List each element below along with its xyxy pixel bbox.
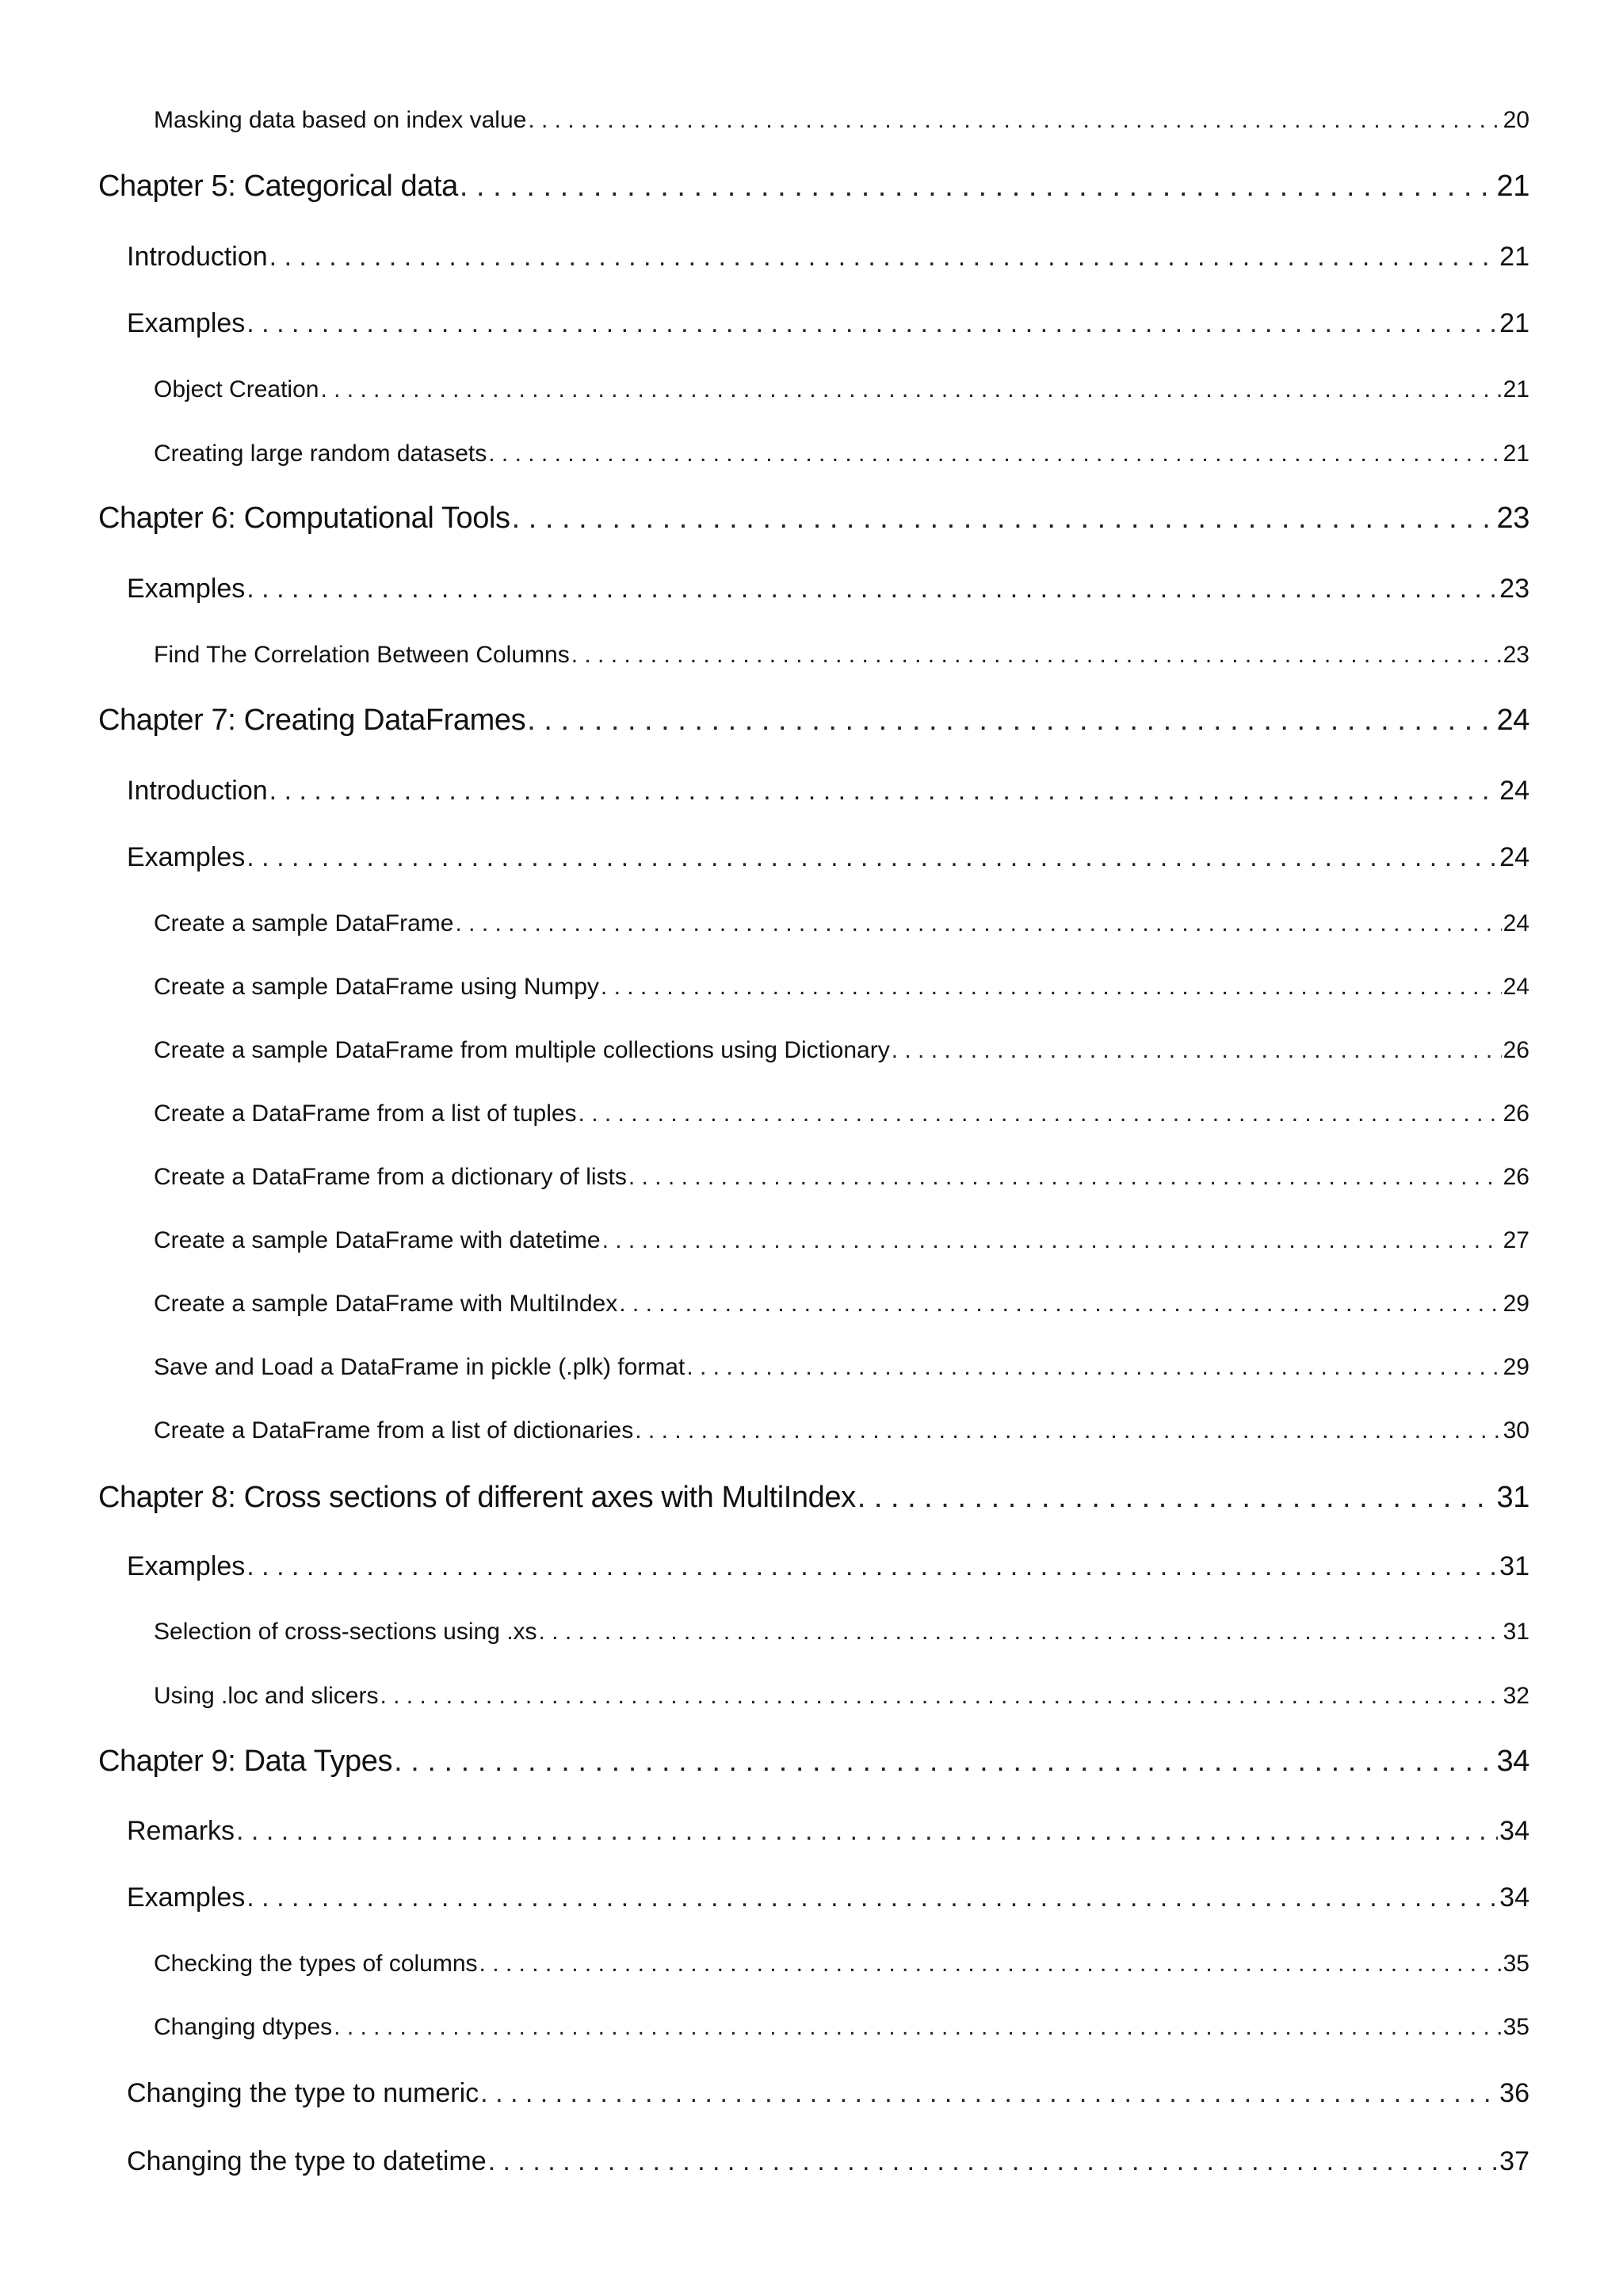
toc-subsection-entry[interactable] <box>154 1683 1529 1710</box>
dot-leader <box>892 1037 1502 1064</box>
toc-entry-title: Using .loc and slicers <box>154 1683 379 1709</box>
toc-entry-title: Chapter 7: Creating DataFrames <box>98 704 526 737</box>
toc-section-entry[interactable] <box>127 842 1529 873</box>
dot-leader <box>635 1417 1501 1444</box>
toc-entry-page-number: 31 <box>1503 1619 1529 1645</box>
toc-subsection-entry[interactable] <box>154 1619 1529 1646</box>
dot-leader <box>539 1619 1502 1646</box>
toc-entry-title: Create a sample DataFrame using Numpy <box>154 974 599 1000</box>
toc-entry-page-number: 21 <box>1496 170 1529 203</box>
toc-entry-title: Save and Load a DataFrame in pickle (.plk) format <box>154 1354 685 1380</box>
toc-subsection-entry[interactable] <box>154 1037 1529 1064</box>
toc-entry-page-number: 23 <box>1496 502 1529 535</box>
toc-subsection-entry[interactable] <box>154 1951 1529 1978</box>
toc-entry-title: Object Creation <box>154 376 319 402</box>
toc-entry-page-number: 35 <box>1503 2014 1529 2040</box>
toc-subsection-entry[interactable] <box>154 107 1529 134</box>
toc-entry-title: Selection of cross-sections using .xs <box>154 1619 537 1645</box>
toc-section-entry[interactable] <box>127 1816 1529 1847</box>
toc-entry-title: Create a DataFrame from a list of tuples <box>154 1100 577 1127</box>
toc-entry-page-number: 26 <box>1503 1100 1529 1127</box>
toc-entry-title: Chapter 8: Cross sections of different axes with MultiIndex <box>98 1481 856 1514</box>
toc-entry-page-number: 23 <box>1499 574 1529 604</box>
toc-entry-page-number: 24 <box>1499 776 1529 806</box>
toc-entry-title: Changing the type to numeric <box>127 2078 479 2108</box>
toc-entry-page-number: 29 <box>1503 1354 1529 1380</box>
toc-subsection-entry[interactable] <box>154 1354 1529 1381</box>
toc-subsection-entry[interactable] <box>154 1291 1529 1318</box>
toc-section-entry[interactable] <box>127 1551 1529 1582</box>
toc-subsection-entry[interactable] <box>154 2014 1529 2041</box>
dot-leader <box>480 2078 1498 2109</box>
dot-leader <box>601 974 1502 1001</box>
toc-entry-title: Introduction <box>127 242 268 272</box>
toc-entry-page-number: 24 <box>1499 842 1529 872</box>
toc-entry-title: Examples <box>127 1882 246 1913</box>
toc-entry-title: Creating large random datasets <box>154 441 487 467</box>
toc-entry-page-number: 21 <box>1503 376 1529 402</box>
toc-entry-page-number: 37 <box>1499 2146 1529 2176</box>
toc-entry-page-number: 24 <box>1503 910 1529 936</box>
dot-leader <box>394 1745 1495 1779</box>
dot-leader <box>334 2014 1501 2041</box>
toc-subsection-entry[interactable] <box>154 642 1529 669</box>
dot-leader <box>380 1683 1501 1710</box>
toc-section-entry[interactable] <box>127 776 1529 807</box>
toc-chapter-entry[interactable] <box>98 704 1529 738</box>
toc-entry-page-number: 24 <box>1496 704 1529 737</box>
dot-leader <box>246 842 1498 873</box>
toc-entry-title: Chapter 5: Categorical data <box>98 170 458 203</box>
toc-entry-title: Create a sample DataFrame <box>154 910 454 936</box>
dot-leader <box>619 1291 1501 1318</box>
dot-leader <box>686 1354 1501 1381</box>
toc-entry-title: Introduction <box>127 776 268 806</box>
dot-leader <box>269 242 1499 273</box>
toc-subsection-entry[interactable] <box>154 376 1529 403</box>
dot-leader <box>460 170 1495 204</box>
dot-leader <box>857 1481 1495 1515</box>
toc-section-entry[interactable] <box>127 2078 1529 2109</box>
toc-entry-page-number: 23 <box>1503 642 1529 668</box>
toc-entry-title: Checking the types of columns <box>154 1951 478 1977</box>
toc-entry-page-number: 31 <box>1499 1551 1529 1581</box>
toc-entry-title: Examples <box>127 574 246 604</box>
toc-entry-page-number: 35 <box>1503 1951 1529 1977</box>
toc-subsection-entry[interactable] <box>154 1164 1529 1191</box>
toc-subsection-entry[interactable] <box>154 1227 1529 1254</box>
toc-entry-page-number: 34 <box>1499 1882 1529 1913</box>
toc-entry-page-number: 32 <box>1503 1683 1529 1709</box>
dot-leader <box>488 441 1501 467</box>
dot-leader <box>579 1100 1502 1127</box>
toc-entry-page-number: 29 <box>1503 1291 1529 1317</box>
toc-chapter-entry[interactable] <box>98 502 1529 536</box>
toc-entry-title: Examples <box>127 1551 246 1581</box>
dot-leader <box>628 1164 1502 1191</box>
toc-entry-page-number: 24 <box>1503 974 1529 1000</box>
toc-entry-title: Chapter 9: Data Types <box>98 1745 393 1778</box>
toc-chapter-entry[interactable] <box>98 1745 1529 1779</box>
toc-entry-page-number: 26 <box>1503 1037 1529 1063</box>
toc-section-entry[interactable] <box>127 1882 1529 1913</box>
toc-subsection-entry[interactable] <box>154 1100 1529 1127</box>
toc-entry-page-number: 34 <box>1496 1745 1529 1778</box>
toc-subsection-entry[interactable] <box>154 974 1529 1001</box>
dot-leader <box>528 107 1501 134</box>
toc-entry-title: Changing the type to datetime <box>127 2146 487 2176</box>
toc-entry-page-number: 27 <box>1503 1227 1529 1253</box>
toc-entry-title: Examples <box>127 842 246 872</box>
dot-leader <box>246 1882 1498 1913</box>
dot-leader <box>512 502 1495 536</box>
toc-entry-title: Create a DataFrame from a dictionary of lists <box>154 1164 627 1190</box>
toc-entry-title: Masking data based on index value <box>154 107 527 133</box>
toc-entry-title: Create a sample DataFrame with MultiIndex <box>154 1291 618 1317</box>
toc-subsection-entry[interactable] <box>154 1417 1529 1444</box>
toc-entry-page-number: 21 <box>1499 242 1529 272</box>
toc-entry-title: Changing dtypes <box>154 2014 333 2040</box>
toc-entry-title: Find The Correlation Between Columns <box>154 642 570 668</box>
dot-leader <box>456 910 1502 937</box>
toc-section-entry[interactable] <box>127 308 1529 339</box>
toc-section-entry[interactable] <box>127 2146 1529 2177</box>
toc-chapter-entry[interactable] <box>98 1481 1529 1515</box>
toc-chapter-entry[interactable] <box>98 170 1529 204</box>
toc-subsection-entry[interactable] <box>154 910 1529 937</box>
dot-leader <box>571 642 1502 669</box>
toc-entry-title: Create a DataFrame from a list of dictionaries <box>154 1417 634 1444</box>
toc-entry-page-number: 26 <box>1503 1164 1529 1190</box>
dot-leader <box>246 574 1498 605</box>
toc-entry-title: Create a sample DataFrame with datetime <box>154 1227 601 1253</box>
toc-entry-page-number: 21 <box>1503 441 1529 467</box>
toc-subsection-entry[interactable] <box>154 441 1529 467</box>
dot-leader <box>236 1816 1498 1847</box>
dot-leader <box>602 1227 1502 1254</box>
dot-leader <box>527 704 1495 738</box>
toc-entry-page-number: 20 <box>1503 107 1529 133</box>
toc-entry-page-number: 30 <box>1503 1417 1529 1444</box>
toc-entry-title: Create a sample DataFrame from multiple collections using Dictionary <box>154 1037 890 1063</box>
toc-section-entry[interactable] <box>127 242 1529 273</box>
toc-entry-page-number: 36 <box>1499 2078 1529 2108</box>
toc-entry-title: Remarks <box>127 1816 235 1846</box>
toc-entry-page-number: 31 <box>1496 1481 1529 1514</box>
dot-leader <box>246 1551 1498 1582</box>
toc-section-entry[interactable] <box>127 574 1529 605</box>
toc-entry-page-number: 21 <box>1499 308 1529 338</box>
dot-leader <box>246 308 1498 339</box>
toc-entry-title: Chapter 6: Computational Tools <box>98 502 510 535</box>
dot-leader <box>488 2146 1499 2177</box>
dot-leader <box>479 1951 1502 1978</box>
dot-leader <box>269 776 1499 807</box>
dot-leader <box>320 376 1501 403</box>
toc-entry-page-number: 34 <box>1499 1816 1529 1846</box>
toc-entry-title: Examples <box>127 308 246 338</box>
